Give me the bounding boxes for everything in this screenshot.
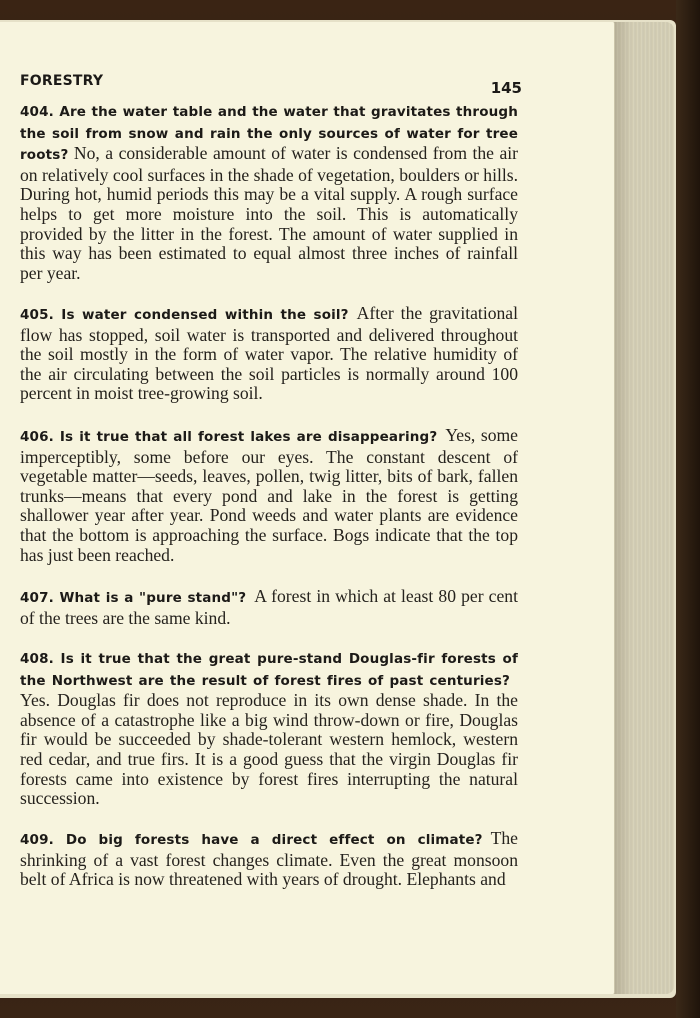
entry-409 — [20, 829, 518, 890]
page-header — [20, 73, 522, 95]
question-408: 408. Is it true that the great pure-stand Douglas-fir forests of the Northwest are the result of forest fires of past centuries? — [20, 651, 518, 689]
answer-405: After the gravitational flow has stopped, soil water is transported and delivered throughout the soil mostly in the form of water vapor. The relative humidity of the air circulating between the soil particles is normally around 100 percent in moist tree-growing soil. — [20, 303, 518, 404]
answer-406: Yes, some imperceptibly, some before our eyes. The constant descent of vegetable matter—seeds, leaves, pollen, twig litter, bits of bark, fallen trunks—means that every pond and lake in the forest is getting shallower year after year. Pond weeds and water plants are evidence that the bottom is approaching the surface. Bogs indicate that the top has just been reached. — [20, 425, 518, 565]
question-404: 404. Are the water table and the water that gravitates through the soil from snow and rain the only sources of water for tree roots? — [20, 104, 518, 164]
page-edges-shadow — [612, 22, 632, 994]
question-406: 406. Is it true that all forest lakes are disappearing? — [20, 429, 438, 445]
answer-407: A forest in which at least 80 per cent of the trees are the same kind. — [20, 586, 518, 628]
entry-406 — [20, 426, 518, 565]
entry-405 — [20, 304, 518, 404]
answer-408: Yes. Douglas fir does not reproduce in its own dense shade. In the absence of a catastrophe like a big wind throw-down or fire, Douglas fir would be succeeded by shade-tolerant western hemlock, western red cedar, and true firs. It is a good guess that the virgin Douglas fir forests came into existence by forest fires interrupting the natural succession. — [20, 690, 518, 809]
question-407: 407. What is a "pure stand"? — [20, 590, 247, 606]
entry-408 — [20, 648, 518, 809]
answer-409: The shrinking of a vast forest changes climate. Even the great monsoon belt of Africa is now threatened with years of drought. Elephants and — [20, 828, 518, 890]
entry-404 — [20, 101, 518, 283]
right-margin-shadow — [676, 0, 700, 1018]
entry-407 — [20, 587, 518, 628]
page-number: 145 — [490, 79, 522, 97]
question-405: 405. Is water condensed within the soil? — [20, 307, 349, 323]
running-head: FORESTRY — [20, 73, 104, 89]
answer-404: No, a considerable amount of water is condensed from the air on relatively cool surfaces in the shade of vegetation, boulders or hills. During hot, humid periods this may be a vital supply. A rough surface helps to get more moisture into the soil. This is automatically provided by the litter in the forest. The amount of water supplied in this way has been estimated to equal almost three inches of rainfall per year. — [20, 143, 519, 283]
question-409: 409. Do big forests have a direct effect on climate? — [20, 832, 483, 848]
